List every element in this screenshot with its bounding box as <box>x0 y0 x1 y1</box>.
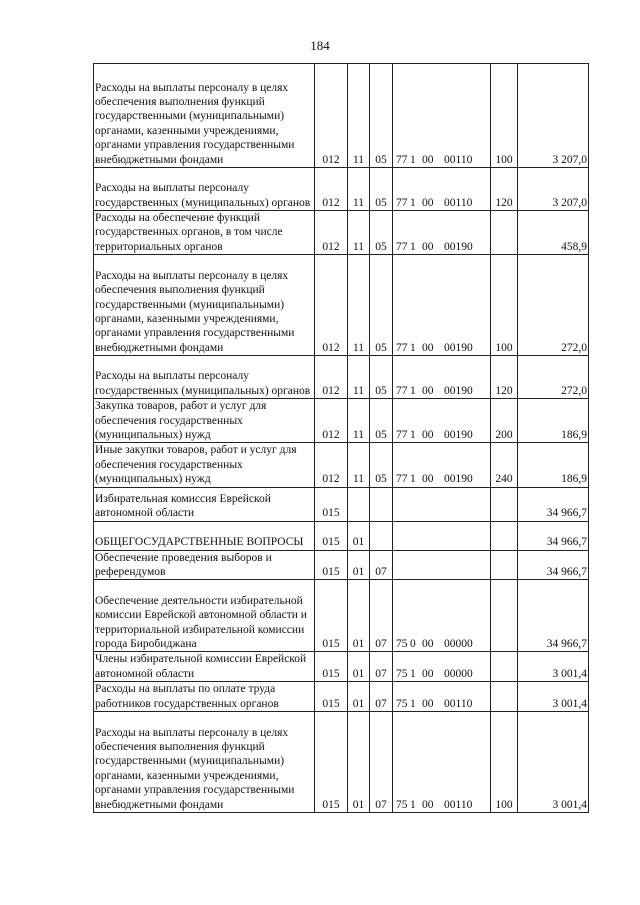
row-name: Расходы на обеспечение функций государственных органов, в том числе территориальных органов <box>94 211 315 255</box>
target-article-part: 00 <box>422 473 434 486</box>
target-article-part: 1 <box>410 384 416 397</box>
row-sum: 272,0 <box>518 255 589 356</box>
target-article-part: 00110 <box>444 798 473 811</box>
target-article-part: 77 <box>396 196 408 209</box>
target-article-part: 00190 <box>444 429 473 442</box>
row-section: 01 <box>348 682 370 712</box>
table-row <box>94 356 589 399</box>
target-article-part: 00 <box>422 697 434 710</box>
table-row <box>94 487 589 521</box>
row-target-article <box>393 211 491 255</box>
target-article-part: 75 <box>396 697 408 710</box>
row-name: Обеспечение проведения выборов и референдумов <box>94 550 315 580</box>
row-section: 01 <box>348 521 370 550</box>
table-row <box>94 652 589 682</box>
row-expense-type <box>491 580 518 652</box>
row-section: 01 <box>348 652 370 682</box>
row-name: Расходы на выплаты по оплате труда работников государственных органов <box>94 682 315 712</box>
target-article-part: 1 <box>410 153 416 166</box>
target-article-part: 75 <box>396 798 408 811</box>
row-expense-type: 120 <box>491 168 518 211</box>
row-grbs: 015 <box>315 580 348 652</box>
row-expense-type: 100 <box>491 64 518 168</box>
row-target-article <box>393 521 491 550</box>
row-grbs: 012 <box>315 168 348 211</box>
table-row <box>94 399 589 443</box>
row-sum: 272,0 <box>518 356 589 399</box>
target-article-part: 00110 <box>444 153 473 166</box>
row-target-article <box>393 443 491 487</box>
table-row <box>94 580 589 652</box>
row-section: 11 <box>348 168 370 211</box>
row-grbs: 015 <box>315 712 348 813</box>
row-section: 01 <box>348 712 370 813</box>
target-article-part: 00 <box>422 798 434 811</box>
row-grbs: 012 <box>315 356 348 399</box>
row-grbs: 012 <box>315 443 348 487</box>
row-subsection: 05 <box>370 399 393 443</box>
row-expense-type <box>491 682 518 712</box>
row-grbs: 012 <box>315 399 348 443</box>
target-article-part: 1 <box>410 667 416 680</box>
table-row <box>94 682 589 712</box>
row-sum: 3 001,4 <box>518 682 589 712</box>
row-expense-type <box>491 550 518 580</box>
row-expense-type: 200 <box>491 399 518 443</box>
row-grbs: 012 <box>315 255 348 356</box>
row-sum: 186,9 <box>518 399 589 443</box>
row-subsection: 05 <box>370 64 393 168</box>
target-article-part: 00190 <box>444 240 473 253</box>
row-section: 11 <box>348 255 370 356</box>
page-number: 184 <box>310 38 330 53</box>
row-section: 11 <box>348 64 370 168</box>
row-expense-type: 100 <box>491 255 518 356</box>
row-name: Обеспечение деятельности избирательной комиссии Еврейской автономной области и территориальной избирательной комиссии города Биробиджана <box>94 580 315 652</box>
row-section: 11 <box>348 443 370 487</box>
row-subsection <box>370 521 393 550</box>
row-expense-type <box>491 521 518 550</box>
row-grbs: 015 <box>315 521 348 550</box>
table-row <box>94 255 589 356</box>
target-article-part: 77 <box>396 384 408 397</box>
row-name: Члены избирательной комиссии Еврейской автономной области <box>94 652 315 682</box>
target-article-part: 00190 <box>444 341 473 354</box>
row-subsection: 05 <box>370 211 393 255</box>
row-name: Расходы на выплаты персоналу государственных (муниципальных) органов <box>94 356 315 399</box>
table-row <box>94 550 589 580</box>
target-article-part: 1 <box>410 341 416 354</box>
table-row <box>94 168 589 211</box>
row-sum: 34 966,7 <box>518 487 589 521</box>
row-target-article <box>393 682 491 712</box>
target-article-part: 77 <box>396 429 408 442</box>
target-article-part: 1 <box>410 697 416 710</box>
row-subsection: 07 <box>370 550 393 580</box>
row-target-article <box>393 255 491 356</box>
target-article-part: 00000 <box>444 667 473 680</box>
row-sum: 458,9 <box>518 211 589 255</box>
row-name: Расходы на выплаты персоналу в целях обеспечения выполнения функций государственными (муниципальными) органами, казенными учреждениями, органами управления государственными внебюджетными фондами <box>94 712 315 813</box>
target-article-part: 00 <box>422 384 434 397</box>
row-target-article <box>393 168 491 211</box>
row-grbs: 015 <box>315 550 348 580</box>
row-section: 11 <box>348 211 370 255</box>
row-grbs: 012 <box>315 211 348 255</box>
row-target-article <box>393 580 491 652</box>
row-expense-type: 120 <box>491 356 518 399</box>
row-subsection: 05 <box>370 255 393 356</box>
row-name: Закупка товаров, работ и услуг для обеспечения государственных (муниципальных) нужд <box>94 399 315 443</box>
table-row <box>94 211 589 255</box>
row-expense-type: 100 <box>491 712 518 813</box>
row-section: 01 <box>348 550 370 580</box>
row-subsection: 05 <box>370 168 393 211</box>
target-article-part: 00 <box>422 240 434 253</box>
budget-table <box>93 63 589 813</box>
row-grbs: 015 <box>315 682 348 712</box>
row-expense-type <box>491 211 518 255</box>
row-name: Расходы на выплаты персоналу в целях обеспечения выполнения функций государственными (муниципальными) органами, казенными учреждениями, органами управления государственными внебюджетными фондами <box>94 64 315 168</box>
target-article-part: 00110 <box>444 697 473 710</box>
table-row <box>94 521 589 550</box>
row-target-article <box>393 712 491 813</box>
row-section: 11 <box>348 399 370 443</box>
row-target-article <box>393 64 491 168</box>
target-article-part: 00 <box>422 196 434 209</box>
row-name: ОБЩЕГОСУДАРСТВЕННЫЕ ВОПРОСЫ <box>94 521 315 550</box>
target-article-part: 77 <box>396 153 408 166</box>
table-body <box>94 64 589 813</box>
row-expense-type <box>491 652 518 682</box>
target-article-part: 00 <box>422 341 434 354</box>
row-section: 11 <box>348 356 370 399</box>
row-target-article <box>393 550 491 580</box>
row-subsection: 07 <box>370 682 393 712</box>
row-sum: 186,9 <box>518 443 589 487</box>
target-article-part: 00 <box>422 667 434 680</box>
row-section <box>348 487 370 521</box>
row-expense-type <box>491 487 518 521</box>
row-subsection: 05 <box>370 443 393 487</box>
row-name: Расходы на выплаты персоналу государственных (муниципальных) органов <box>94 168 315 211</box>
row-sum: 3 207,0 <box>518 64 589 168</box>
table-row <box>94 443 589 487</box>
row-target-article <box>393 399 491 443</box>
row-sum: 34 966,7 <box>518 580 589 652</box>
row-target-article <box>393 652 491 682</box>
target-article-part: 00 <box>422 153 434 166</box>
target-article-part: 00 <box>422 429 434 442</box>
target-article-part: 00000 <box>444 638 473 651</box>
target-article-part: 00110 <box>444 196 473 209</box>
row-sum: 3 207,0 <box>518 168 589 211</box>
row-grbs: 015 <box>315 652 348 682</box>
row-section: 01 <box>348 580 370 652</box>
row-target-article <box>393 356 491 399</box>
row-sum: 34 966,7 <box>518 550 589 580</box>
row-subsection: 07 <box>370 652 393 682</box>
row-grbs: 015 <box>315 487 348 521</box>
row-name: Иные закупки товаров, работ и услуг для обеспечения государственных (муниципальных) нужд <box>94 443 315 487</box>
row-subsection: 07 <box>370 580 393 652</box>
row-name: Избирательная комиссия Еврейской автономной области <box>94 487 315 521</box>
target-article-part: 1 <box>410 240 416 253</box>
table-row <box>94 712 589 813</box>
row-sum: 3 001,4 <box>518 652 589 682</box>
row-sum: 3 001,4 <box>518 712 589 813</box>
target-article-part: 0 <box>410 638 416 651</box>
row-grbs: 012 <box>315 64 348 168</box>
target-article-part: 00190 <box>444 473 473 486</box>
target-article-part: 77 <box>396 473 408 486</box>
target-article-part: 75 <box>396 667 408 680</box>
row-subsection: 07 <box>370 712 393 813</box>
target-article-part: 77 <box>396 240 408 253</box>
target-article-part: 00190 <box>444 384 473 397</box>
target-article-part: 1 <box>410 473 416 486</box>
row-subsection: 05 <box>370 356 393 399</box>
row-subsection <box>370 487 393 521</box>
target-article-part: 75 <box>396 638 408 651</box>
row-expense-type: 240 <box>491 443 518 487</box>
target-article-part: 1 <box>410 196 416 209</box>
target-article-part: 1 <box>410 798 416 811</box>
row-target-article <box>393 487 491 521</box>
target-article-part: 77 <box>396 341 408 354</box>
row-name: Расходы на выплаты персоналу в целях обеспечения выполнения функций государственными (муниципальными) органами, казенными учреждениями, органами управления государственными внебюджетными фондами <box>94 255 315 356</box>
target-article-part: 00 <box>422 638 434 651</box>
table-row <box>94 64 589 168</box>
target-article-part: 1 <box>410 429 416 442</box>
row-sum: 34 966,7 <box>518 521 589 550</box>
